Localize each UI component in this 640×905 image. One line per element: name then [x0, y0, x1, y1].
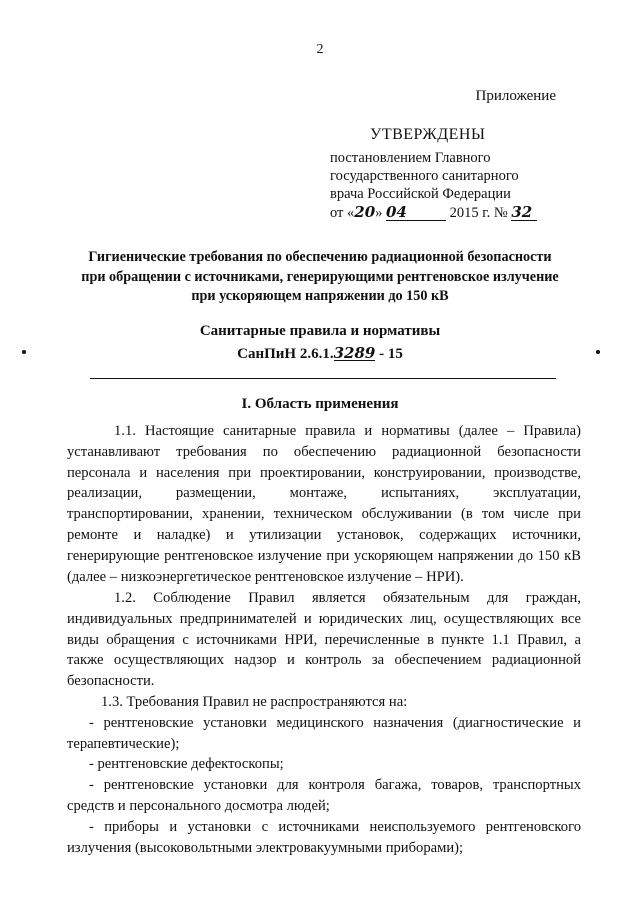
approval-line-1: постановлением Главного	[330, 150, 491, 166]
approval-heading: УТВЕРЖДЕНЫ	[370, 126, 486, 143]
number-field	[511, 205, 537, 221]
title-line-1: Гигиенические требования по обеспечению радиационной безопасности	[88, 249, 552, 265]
divider-line	[90, 378, 556, 379]
appendix-label: Приложение	[475, 88, 556, 104]
handwritten-number: 32	[511, 203, 533, 221]
code-prefix: СанПиН 2.6.1.	[237, 346, 334, 362]
approval-line-2: государственного санитарного	[330, 168, 519, 184]
date-year: 2015 г. №	[449, 205, 508, 221]
handwritten-code-number: 3289	[333, 344, 376, 362]
title-line-3: при ускоряющем напряжении до 150 кВ	[191, 288, 449, 304]
month-field	[386, 205, 446, 221]
date-prefix: от «	[330, 205, 355, 221]
paragraph-1-3-text: 1.3. Требования Правил не распространяются на:	[101, 694, 408, 710]
list-item: - рентгеновские установки медицинского назначения (диагностические и терапевтические);	[67, 714, 581, 752]
document-title	[60, 248, 580, 307]
paragraph-1-2	[67, 588, 581, 692]
handwritten-day: 20	[354, 203, 376, 221]
approval-date-line	[330, 203, 537, 222]
paragraph-1-3	[67, 692, 581, 858]
handwritten-month: 04	[386, 203, 407, 221]
approval-line-3: врача Российской Федерации	[330, 186, 511, 202]
section-heading: I. Область применения	[241, 396, 399, 412]
paragraph-1-2-text: 1.2. Соблюдение Правил является обязательным для граждан, индивидуальных предпринимателей и юридических лиц, осуществляющих все виды обращения с источниками НРИ, перечисленные в пункте 1.1 Правил, а также осуществляющих надзор и контроль за обеспечением радиационной безопасности.	[67, 590, 581, 690]
title-line-2: при обращении с источниками, генерирующими рентгеновское излучение	[81, 268, 559, 285]
document-code	[0, 346, 640, 363]
page-number: 2	[316, 42, 324, 57]
paragraph-1-1-text: 1.1. Настоящие санитарные правила и нормативы (далее – Правила) устанавливают требования по обеспечению радиационной безопасности персонала и населения при проектировании, конструировании, производстве, реализации, размещении, монтаже, испытаниях, эксплуатации, транспортировании, хранении, техническом обслуживании (в том числе при ремонте и наладке) и утилизации установок, содержащих источники, генерирующие рентгеновское излучение при ускоряющем напряжении до 150 кВ (далее – низкоэнергетическое рентгеновское излучение – НРИ).	[67, 423, 581, 585]
date-mid: »	[375, 205, 387, 221]
list-item: - приборы и установки с источниками неиспользуемого рентгеновского излучения (высоковольтными электровакуумными приборами);	[67, 818, 581, 856]
list-item: - рентгеновские дефектоскопы;	[89, 756, 284, 773]
approval-block	[330, 149, 537, 222]
code-suffix: - 15	[375, 346, 403, 362]
list-item: - рентгеновские установки для контроля багажа, товаров, транспортных средств и персонального досмотра людей;	[67, 777, 581, 814]
document-subtitle: Санитарные правила и нормативы	[199, 323, 441, 339]
paragraph-1-1	[67, 421, 581, 587]
